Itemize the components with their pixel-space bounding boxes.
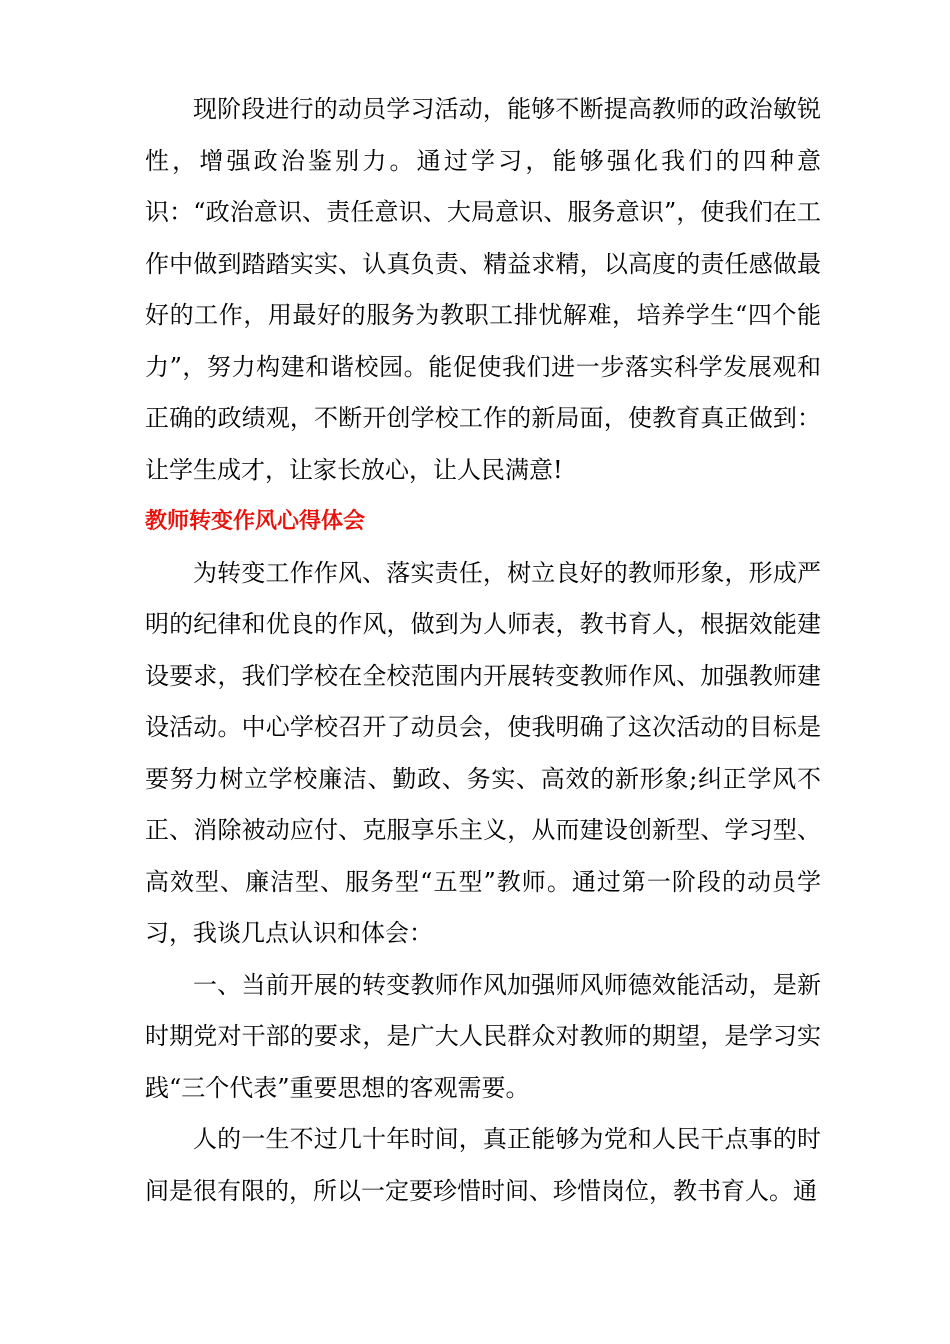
document-page (145, 84, 821, 1217)
paragraph-point-one: 一、当前开展的转变教师作风加强师风师德效能活动，是新时期党对干部的要求，是广大人民群众对教师的期望，是学习实践“三个代表”重要思想的客观需要。 (145, 970, 821, 1102)
paragraph-cherish-time: 人的一生不过几十年时间，真正能够为党和人民干点事的时间是很有限的，所以一定要珍惜时间、珍惜岗位，教书育人。通 (145, 1125, 821, 1205)
paragraph-political-awareness: 现阶段进行的动员学习活动，能够不断提高教师的政治敏锐性，增强政治鉴别力。通过学习，能够强化我们的四种意识：“政治意识、责任意识、大局意识、服务意识”，使我们在工作中做到踏踏实实、认真负责、精益求精，以高度的责任感做最好的工作，用最好的服务为教职工排忧解难，培养学生“四个能力”，努力构建和谐校园。能促使我们进一步落实科学发展观和正确的政绩观，不断开创学校工作的新局面，使教育真正做到：让学生成才，让家长放心，让人民满意! (145, 95, 821, 484)
section-heading: 教师转变作风心得体会 (145, 509, 366, 534)
paragraph-style-transformation: 为转变工作作风、落实责任，树立良好的教师形象，形成严明的纪律和优良的作风，做到为人师表，教书育人，根据效能建设要求，我们学校在全校范围内开展转变教师作风、加强教师建设活动。中心学校召开了动员会，使我明确了这次活动的目标是要努力树立学校廉洁、勤政、务实、高效的新形象;纠正学风不正、消除被动应付、克服享乐主义，从而建设创新型、学习型、高效型、廉洁型、服务型“五型”教师。通过第一阶段的动员学习，我谈几点认识和体会： (145, 558, 821, 947)
